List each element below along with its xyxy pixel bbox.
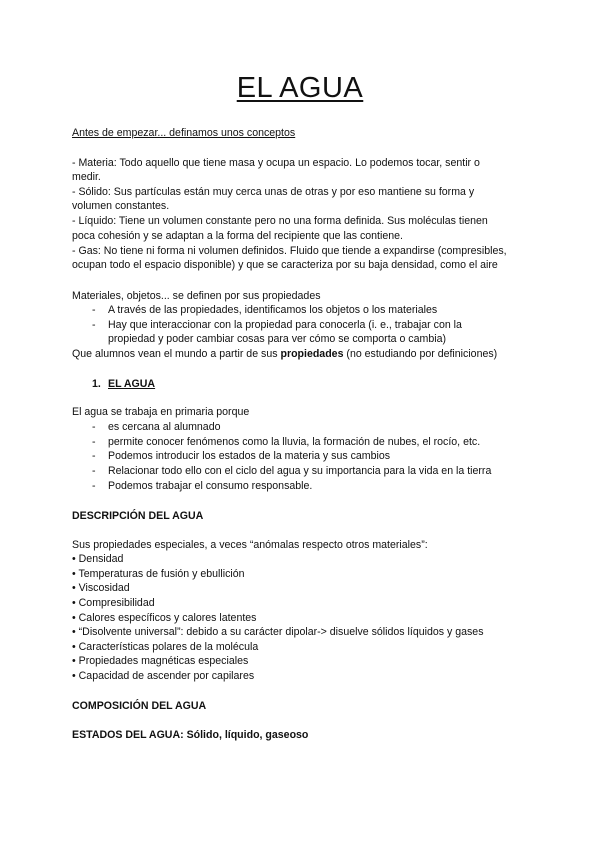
materials-intro: Materiales, objetos... se definen por sus propiedades <box>72 290 321 302</box>
property-item: • Características polares de la molécula <box>72 641 259 653</box>
list-dash: - <box>92 304 96 316</box>
list-dash: - <box>92 450 96 462</box>
property-item: • Compresibilidad <box>72 597 155 609</box>
materials-closing <box>72 347 497 362</box>
descripcion-heading: DESCRIPCIÓN DEL AGUA <box>72 510 204 522</box>
list-dash: - <box>92 465 96 477</box>
list-item: es cercana al alumnado <box>108 421 221 433</box>
closing-bold: propiedades <box>280 348 344 360</box>
closing-text: Que alumnos vean el mundo a partir de sus <box>72 348 281 360</box>
section-heading: EL AGUA <box>108 378 156 390</box>
materials-bullet: Hay que interaccionar con la propiedad para conocerla (i. e., trabajar con la <box>108 319 462 331</box>
list-item: permite conocer fenómenos como la lluvia, la formación de nubes, el rocío, etc. <box>108 436 481 448</box>
definition-line: medir. <box>72 171 101 183</box>
descripcion-intro: Sus propiedades especiales, a veces “anómalas respecto otros materiales”: <box>72 539 428 551</box>
definition-line: - Sólido: Sus partículas están muy cerca unas de otras y por eso mantiene su forma y <box>72 186 475 198</box>
list-item: Relacionar todo ello con el ciclo del agua y su importancia para la vida en la tierra <box>108 465 492 477</box>
list-dash: - <box>92 319 96 331</box>
property-item: • Calores específicos y calores latentes <box>72 612 257 624</box>
property-item: • Capacidad de ascender por capilares <box>72 670 255 682</box>
estados-heading: ESTADOS DEL AGUA: Sólido, líquido, gaseoso <box>72 729 309 741</box>
list-item: Podemos trabajar el consumo responsable. <box>108 480 313 492</box>
section-number: 1. <box>92 378 101 390</box>
list-dash: - <box>92 480 96 492</box>
property-item: • Viscosidad <box>72 582 130 594</box>
property-item: • Densidad <box>72 553 124 565</box>
property-item: • “Disolvente universal”: debido a su carácter dipolar-> disuelve sólidos líquidos y gases <box>72 626 484 638</box>
definition-line: - Gas: No tiene ni forma ni volumen definidos. Fluido que tiende a expandirse (compresibles, <box>72 245 507 257</box>
list-dash: - <box>92 421 96 433</box>
definition-line: - Materia: Todo aquello que tiene masa y ocupa un espacio. Lo podemos tocar, sentir o <box>72 157 480 169</box>
definition-line: - Líquido: Tiene un volumen constante pero no una forma definida. Sus moléculas tienen <box>72 215 488 227</box>
composicion-heading: COMPOSICIÓN DEL AGUA <box>72 700 207 712</box>
materials-bullet: A través de las propiedades, identificamos los objetos o los materiales <box>108 304 438 316</box>
intro-heading: Antes de empezar... definamos unos conceptos <box>72 127 296 139</box>
page-title: EL AGUA <box>236 72 364 104</box>
list-item: Podemos introducir los estados de la materia y sus cambios <box>108 450 391 462</box>
definition-line: volumen constantes. <box>72 200 170 212</box>
property-item: • Propiedades magnéticas especiales <box>72 655 249 667</box>
materials-bullet-continuation: propiedad y poder cambiar cosas para ver cómo se comporta o cambia) <box>108 333 446 345</box>
closing-text: (no estudiando por definiciones) <box>343 348 498 360</box>
definition-line: ocupan todo el espacio disponible) y que se caracteriza por su baja densidad, como el aire <box>72 259 498 271</box>
definition-line: poca cohesión y se adaptan a la forma del recipiente que las contiene. <box>72 230 403 242</box>
list-dash: - <box>92 436 96 448</box>
property-item: • Temperaturas de fusión y ebullición <box>72 568 245 580</box>
section1-intro: El agua se trabaja en primaria porque <box>72 406 250 418</box>
